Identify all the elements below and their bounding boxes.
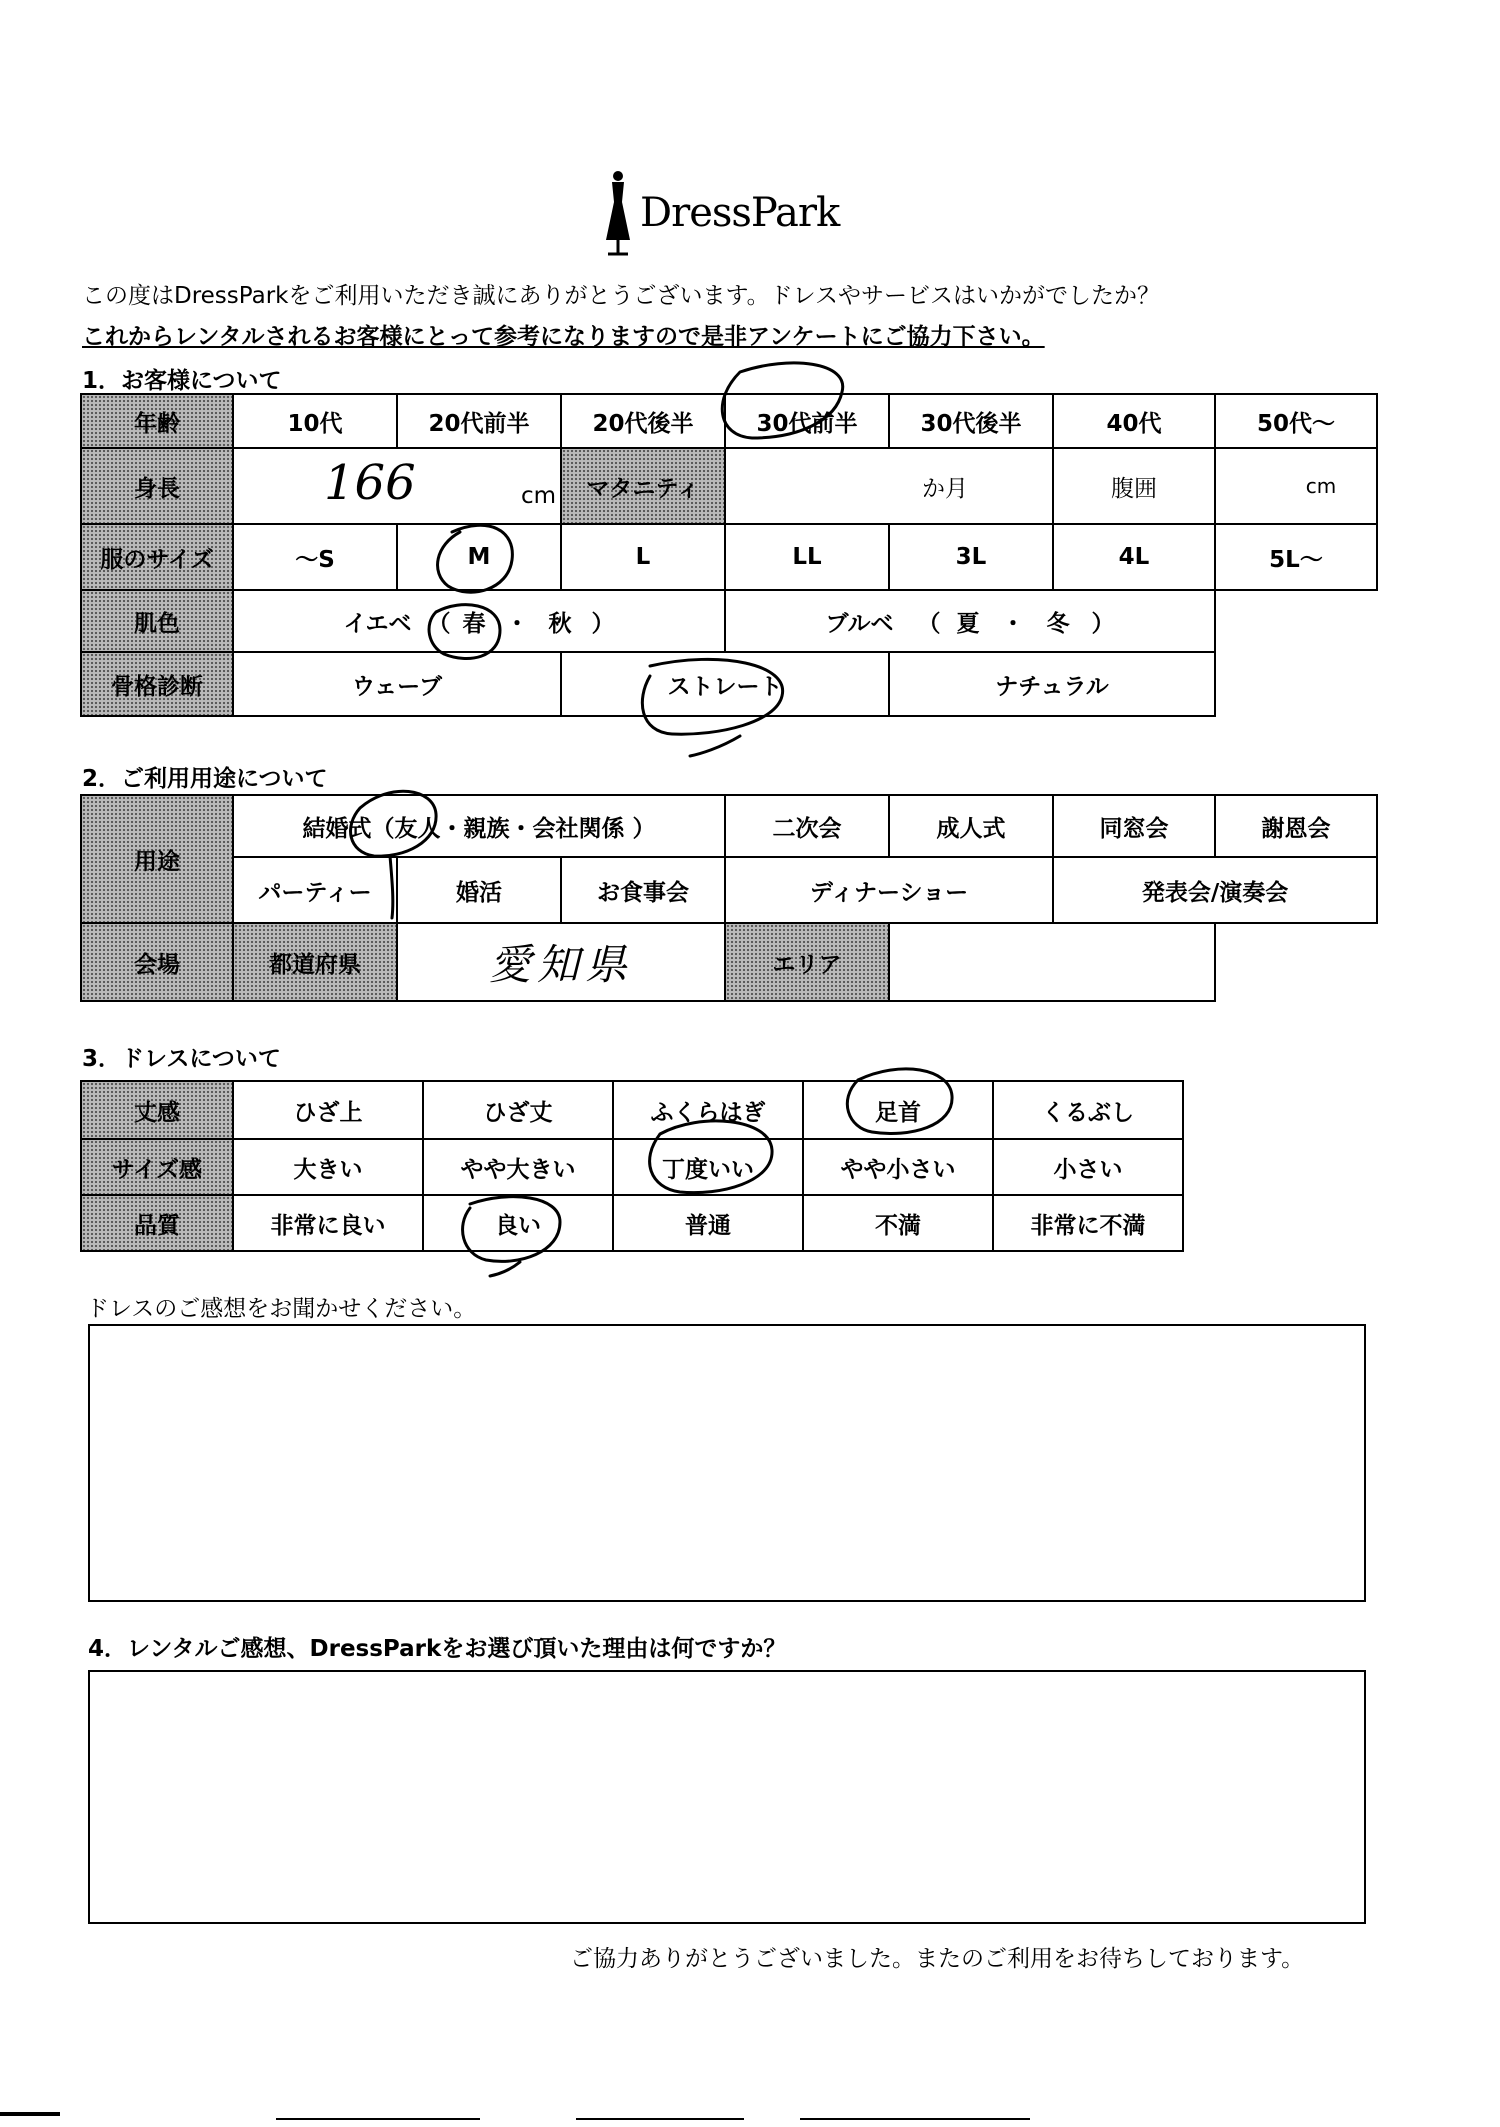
wedding-option[interactable] bbox=[233, 795, 725, 857]
wedding-company[interactable]: 会社関係 bbox=[532, 815, 625, 842]
length-option[interactable]: ひざ丈 bbox=[423, 1081, 613, 1139]
paren-close: ） bbox=[591, 610, 615, 637]
fit-label: サイズ感 bbox=[81, 1139, 233, 1195]
length-option[interactable]: ふくらはぎ bbox=[613, 1081, 803, 1139]
age-option[interactable]: 50代～ bbox=[1215, 394, 1377, 448]
dresspark-logo bbox=[600, 168, 860, 258]
wedding-prefix: 結婚式 bbox=[302, 815, 372, 842]
height-unit: cm bbox=[520, 483, 556, 509]
age-option[interactable]: 10代 bbox=[233, 394, 397, 448]
dress-table bbox=[80, 1080, 1184, 1252]
use-option[interactable]: 同窓会 bbox=[1053, 795, 1215, 857]
quality-option[interactable]: 非常に良い bbox=[233, 1195, 423, 1251]
separator: ・ bbox=[1001, 610, 1025, 637]
quality-option[interactable]: 不満 bbox=[803, 1195, 993, 1251]
frame-option-selected[interactable]: ストレート bbox=[561, 652, 889, 716]
wedding-family[interactable]: 親族 bbox=[463, 815, 510, 842]
age-option[interactable]: 30代後半 bbox=[889, 394, 1053, 448]
scan-edge bbox=[0, 2112, 60, 2116]
empty-cell bbox=[1215, 652, 1377, 716]
maternity-field[interactable] bbox=[725, 448, 1053, 524]
height-value: 166 bbox=[324, 455, 416, 511]
frame-label: 骨格診断 bbox=[81, 652, 233, 716]
age-option[interactable]: 20代後半 bbox=[561, 394, 725, 448]
prefecture-label: 都道府県 bbox=[233, 923, 397, 1001]
use-label: 用途 bbox=[81, 795, 233, 923]
age-option[interactable]: 20代前半 bbox=[397, 394, 561, 448]
use-option[interactable]: ディナーショー bbox=[725, 857, 1053, 923]
skin-blue-option[interactable] bbox=[725, 590, 1215, 652]
frame-option[interactable]: ナチュラル bbox=[889, 652, 1215, 716]
fit-option[interactable]: やや小さい bbox=[803, 1139, 993, 1195]
use-option[interactable]: 謝恩会 bbox=[1215, 795, 1377, 857]
empty-cell bbox=[1215, 590, 1377, 652]
length-option[interactable]: ひざ上 bbox=[233, 1081, 423, 1139]
paren-open: （ bbox=[371, 815, 395, 842]
section4-title: 4．レンタルご感想、DressParkをお選び頂いた理由は何ですか？ bbox=[88, 1636, 787, 1662]
quality-option[interactable]: 非常に不満 bbox=[993, 1195, 1183, 1251]
prefecture-value: 愛知県 bbox=[489, 940, 634, 989]
intro-request: これからレンタルされるお客様にとって参考になりますので是非アンケートにご協力下さい。 bbox=[82, 324, 1045, 350]
height-label: 身長 bbox=[81, 448, 233, 524]
waist-label: 腹囲 bbox=[1053, 448, 1215, 524]
use-option[interactable]: パーティー bbox=[233, 857, 397, 923]
wedding-friend[interactable]: 友人 bbox=[394, 815, 441, 842]
length-option[interactable]: くるぶし bbox=[993, 1081, 1183, 1139]
area-label: エリア bbox=[725, 923, 889, 1001]
size-option[interactable]: 3L bbox=[889, 524, 1053, 590]
fit-option-selected[interactable]: 丁度いい bbox=[613, 1139, 803, 1195]
use-option[interactable]: 二次会 bbox=[725, 795, 889, 857]
area-field[interactable] bbox=[889, 923, 1215, 1001]
age-option-selected[interactable]: 30代前半 bbox=[725, 394, 889, 448]
age-option[interactable]: 40代 bbox=[1053, 394, 1215, 448]
paren-close: ） bbox=[632, 815, 656, 842]
maternity-label: マタニティ bbox=[561, 448, 725, 524]
section1-title: 1．お客様について bbox=[82, 368, 282, 394]
intro-text: この度はDressParkをご利用いただき誠にありがとうございます。ドレスやサービスはいかがでしたか？ bbox=[82, 283, 1160, 309]
quality-option-selected[interactable]: 良い bbox=[423, 1195, 613, 1251]
scan-edge bbox=[800, 2118, 1030, 2120]
dress-comment-box[interactable] bbox=[88, 1324, 1366, 1602]
skin-autumn[interactable]: 秋 bbox=[548, 610, 572, 637]
use-option[interactable]: 婚活 bbox=[397, 857, 561, 923]
paren-open: （ bbox=[427, 610, 451, 637]
quality-option[interactable]: 普通 bbox=[613, 1195, 803, 1251]
scan-edge bbox=[576, 2118, 744, 2120]
skin-label: 肌色 bbox=[81, 590, 233, 652]
logo-text: DressPark bbox=[640, 190, 840, 236]
waist-field[interactable] bbox=[1215, 448, 1377, 524]
venue-label: 会場 bbox=[81, 923, 233, 1001]
dress-comment-prompt: ドレスのご感想をお聞かせください。 bbox=[86, 1296, 477, 1322]
size-option[interactable]: L bbox=[561, 524, 725, 590]
frame-option[interactable]: ウェーブ bbox=[233, 652, 561, 716]
use-option[interactable]: 発表会/演奏会 bbox=[1053, 857, 1377, 923]
size-label: 服のサイズ bbox=[81, 524, 233, 590]
fit-option[interactable]: 大きい bbox=[233, 1139, 423, 1195]
rental-comment-box[interactable] bbox=[88, 1670, 1366, 1924]
prefecture-field[interactable] bbox=[397, 923, 725, 1001]
skin-winter[interactable]: 冬 bbox=[1046, 610, 1070, 637]
quality-label: 品質 bbox=[81, 1195, 233, 1251]
separator: ・ bbox=[440, 815, 464, 842]
skin-blue: ブルベ bbox=[825, 610, 894, 637]
size-option-selected[interactable]: M bbox=[397, 524, 561, 590]
length-option-selected[interactable]: 足首 bbox=[803, 1081, 993, 1139]
dress-icon bbox=[600, 168, 636, 258]
use-option[interactable]: 成人式 bbox=[889, 795, 1053, 857]
maternity-unit: か月 bbox=[922, 475, 968, 502]
waist-unit: cm bbox=[1305, 474, 1337, 498]
closing-text: ご協力ありがとうございました。またのご利用をお待ちしております。 bbox=[570, 1946, 1305, 1972]
size-option[interactable]: 4L bbox=[1053, 524, 1215, 590]
skin-spring[interactable]: 春 bbox=[462, 610, 486, 637]
separator: ・ bbox=[505, 610, 529, 637]
size-option[interactable]: LL bbox=[725, 524, 889, 590]
height-field[interactable] bbox=[233, 448, 561, 524]
section2-title: 2．ご利用用途について bbox=[82, 766, 328, 792]
length-label: 丈感 bbox=[81, 1081, 233, 1139]
scan-edge bbox=[276, 2118, 480, 2120]
age-label: 年齢 bbox=[81, 394, 233, 448]
fit-option[interactable]: やや大きい bbox=[423, 1139, 613, 1195]
paren-open: （ bbox=[917, 610, 941, 637]
usage-table bbox=[80, 794, 1378, 1002]
skin-summer[interactable]: 夏 bbox=[956, 610, 980, 637]
size-option[interactable]: 5L～ bbox=[1215, 524, 1377, 590]
fit-option[interactable]: 小さい bbox=[993, 1139, 1183, 1195]
skin-yellow-option[interactable] bbox=[233, 590, 725, 652]
separator: ・ bbox=[509, 815, 533, 842]
use-option[interactable]: お食事会 bbox=[561, 857, 725, 923]
size-option[interactable]: ～S bbox=[233, 524, 397, 590]
skin-yellow: イエベ bbox=[343, 610, 412, 637]
empty-cell bbox=[1215, 923, 1377, 1001]
customer-table bbox=[80, 393, 1378, 717]
paren-close: ） bbox=[1091, 610, 1115, 637]
section3-title: 3．ドレスについて bbox=[82, 1046, 281, 1072]
